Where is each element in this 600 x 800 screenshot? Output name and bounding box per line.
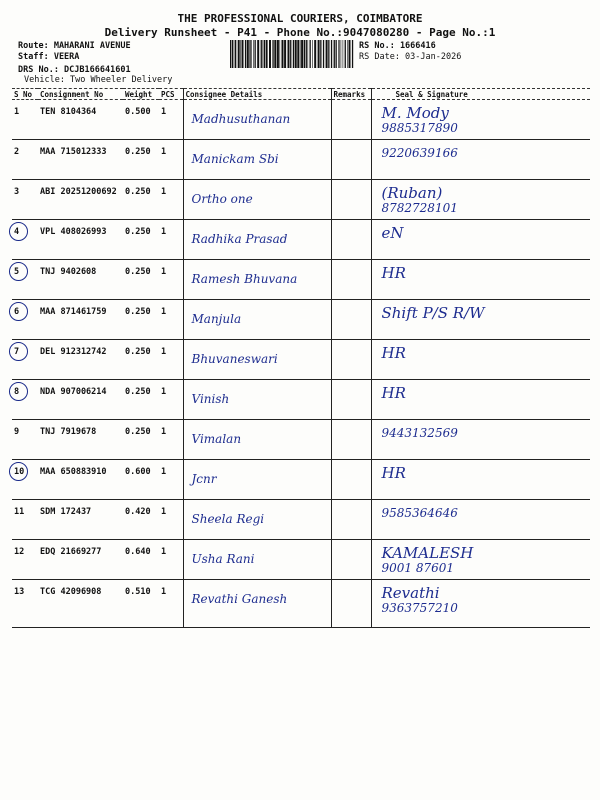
drs-label: DRS No.: DCJB166641601	[18, 65, 131, 75]
signature-block	[382, 586, 458, 616]
consignee-handwriting: Manickam Sbi	[191, 152, 279, 166]
cell-signature	[371, 140, 590, 180]
col-header-consignee: Consignee Details	[183, 89, 331, 100]
signature-text: HR	[381, 264, 406, 282]
signature-block	[382, 146, 458, 161]
consignee-handwriting: Jcnr	[191, 472, 217, 486]
cell-signature	[371, 420, 590, 460]
consignee-handwriting: Sheela Regi	[191, 512, 265, 526]
signature-block	[382, 186, 458, 216]
sno-text: 13	[14, 587, 25, 597]
cell-consignment: NDA 907006214	[38, 380, 123, 420]
col-header-weight: Weight	[123, 89, 159, 100]
cell-pcs: 1	[159, 540, 183, 580]
consignee-handwriting: Madhusuthanan	[191, 112, 291, 126]
cell-sno	[12, 580, 38, 628]
cell-signature	[371, 300, 590, 340]
barcode-bar	[253, 40, 254, 68]
barcode-bar	[263, 40, 264, 68]
barcode-bar	[232, 40, 233, 68]
signature-text: HR	[381, 384, 406, 402]
cell-consignee	[183, 100, 331, 140]
signature-text: HR	[381, 464, 406, 482]
signature-phone: 9220639166	[381, 146, 458, 160]
barcode-bar	[297, 40, 299, 68]
cell-weight: 0.250	[123, 220, 159, 260]
cell-consignment: TEN 8104364	[38, 100, 123, 140]
table-row	[12, 460, 590, 500]
signature-block	[382, 346, 406, 361]
barcode-bar	[277, 40, 279, 68]
barcode-bar	[295, 40, 297, 68]
signature-block	[382, 106, 458, 136]
barcode-bar	[349, 40, 351, 68]
cell-sno	[12, 420, 38, 460]
runsheet-subtitle: Delivery Runsheet - P41 - Phone No.:9047080280 - Page No.:1	[104, 26, 496, 39]
barcode-bar	[235, 40, 236, 68]
cell-pcs: 1	[159, 180, 183, 220]
cell-signature	[371, 540, 590, 580]
ink-circle-mark	[9, 262, 28, 281]
barcode-bar	[339, 40, 340, 68]
cell-consignee	[183, 380, 331, 420]
cell-weight: 0.250	[123, 380, 159, 420]
barcode-bar	[282, 40, 284, 68]
staff-label: Staff: VEERA	[18, 52, 80, 62]
sno-value	[14, 427, 19, 437]
table-row	[12, 420, 590, 460]
signature-phone: 9885317890	[381, 121, 458, 135]
barcode-bar	[323, 40, 324, 68]
cell-pcs: 1	[159, 460, 183, 500]
cell-pcs: 1	[159, 100, 183, 140]
barcode-bar	[240, 40, 241, 68]
barcode-bar	[257, 40, 259, 68]
cell-pcs: 1	[159, 220, 183, 260]
cell-signature	[371, 220, 590, 260]
table-row	[12, 340, 590, 380]
cell-sno	[12, 260, 38, 300]
barcode-bar	[251, 40, 252, 68]
consignee-handwriting: Ortho one	[191, 192, 253, 206]
barcode-bar	[272, 40, 273, 68]
cell-signature	[371, 460, 590, 500]
cell-sno	[12, 460, 38, 500]
barcode-bar	[318, 40, 320, 68]
barcode-bar	[326, 40, 328, 68]
cell-consignee	[183, 260, 331, 300]
ink-circle-mark	[9, 382, 28, 401]
barcode-bar	[284, 40, 286, 68]
barcode-bar	[345, 40, 346, 68]
cell-weight: 0.250	[123, 180, 159, 220]
cell-consignment: SDM 172437	[38, 500, 123, 540]
sno-value	[14, 147, 19, 157]
sno-text: 6	[14, 307, 20, 317]
cell-consignment: VPL 408026993	[38, 220, 123, 260]
cell-weight: 0.250	[123, 300, 159, 340]
cell-consignee	[183, 460, 331, 500]
cell-consignee	[183, 540, 331, 580]
barcode-bar	[341, 40, 342, 68]
cell-sno	[12, 300, 38, 340]
signature-block	[382, 386, 406, 401]
barcode-bar	[328, 40, 329, 68]
barcode-bar	[308, 40, 309, 68]
col-header-remarks: Remarks	[331, 89, 371, 100]
consignee-handwriting: Bhuvaneswari	[191, 352, 278, 366]
table-row	[12, 220, 590, 260]
signature-text: HR	[381, 344, 406, 362]
route-label: Route: MAHARANI AVENUE	[18, 41, 131, 51]
consignee-handwriting: Usha Rani	[191, 552, 255, 566]
cell-pcs: 1	[159, 340, 183, 380]
sno-value	[14, 227, 19, 237]
barcode-bar	[310, 40, 311, 68]
barcode-bar	[261, 40, 262, 68]
cell-signature	[371, 500, 590, 540]
signature-text: eN	[381, 224, 404, 242]
sno-value	[14, 507, 24, 517]
barcode-bar	[264, 40, 265, 68]
cell-consignment: DEL 912312742	[38, 340, 123, 380]
signature-text: Shift P/S R/W	[381, 304, 485, 322]
cell-signature	[371, 340, 590, 380]
sno-text: 3	[14, 187, 20, 197]
sno-value	[14, 387, 19, 397]
table-row	[12, 180, 590, 220]
barcode-bar	[280, 40, 281, 68]
col-header-consignment: Consignment No	[38, 89, 123, 100]
sno-text: 12	[14, 547, 25, 557]
barcode-bar	[288, 40, 290, 68]
barcode-bar	[234, 40, 235, 68]
signature-block	[382, 306, 485, 321]
rs-number: RS No.: 1666416	[359, 41, 436, 51]
barcode-bar	[331, 40, 332, 68]
consignee-handwriting: Radhika Prasad	[191, 232, 288, 246]
barcode-bar	[347, 40, 348, 68]
cell-sno	[12, 500, 38, 540]
signature-text: (Ruban)	[381, 184, 443, 202]
barcode-bar	[320, 40, 321, 68]
barcode-bar	[245, 40, 246, 68]
sno-text: 4	[14, 227, 20, 237]
table-row	[12, 300, 590, 340]
cell-remarks	[331, 180, 371, 220]
barcode-bar	[304, 40, 305, 68]
cell-weight: 0.510	[123, 580, 159, 628]
cell-remarks	[331, 340, 371, 380]
cell-consignment: TCG 42096908	[38, 580, 123, 628]
cell-consignment: MAA 650883910	[38, 460, 123, 500]
consignee-handwriting: Ramesh Bhuvana	[191, 272, 298, 286]
table-row	[12, 260, 590, 300]
sno-text: 7	[14, 347, 20, 357]
cell-weight: 0.500	[123, 100, 159, 140]
cell-consignee	[183, 220, 331, 260]
sno-value	[14, 467, 24, 477]
cell-consignment: ABI 20251200692	[38, 180, 123, 220]
cell-pcs: 1	[159, 380, 183, 420]
sno-value	[14, 307, 19, 317]
cell-sno	[12, 180, 38, 220]
sno-value	[14, 187, 19, 197]
cell-weight: 0.640	[123, 540, 159, 580]
barcode-bar	[249, 40, 250, 68]
signature-phone: 8782728101	[381, 201, 458, 215]
col-header-pcs: PCS	[159, 89, 183, 100]
barcode-bar	[301, 40, 303, 68]
barcode-bar	[255, 40, 256, 68]
ink-circle-mark	[9, 462, 28, 481]
sno-text: 9	[14, 427, 20, 437]
barcode-bar	[300, 40, 301, 68]
cell-remarks	[331, 420, 371, 460]
sno-text: 2	[14, 147, 20, 157]
cell-pcs: 1	[159, 260, 183, 300]
cell-sno	[12, 380, 38, 420]
sno-text: 10	[14, 467, 25, 477]
cell-remarks	[331, 460, 371, 500]
signature-phone: 9443132569	[381, 426, 458, 440]
signature-text: Revathi	[381, 584, 440, 602]
signature-block	[382, 226, 404, 241]
barcode-bar	[343, 40, 344, 68]
cell-signature	[371, 580, 590, 628]
signature-text: M. Mody	[381, 104, 449, 122]
barcode-bar	[312, 40, 313, 68]
cell-remarks	[331, 500, 371, 540]
cell-consignee	[183, 340, 331, 380]
cell-remarks	[331, 260, 371, 300]
runsheet-table	[12, 88, 590, 628]
cell-sno	[12, 140, 38, 180]
cell-pcs: 1	[159, 300, 183, 340]
cell-consignee	[183, 140, 331, 180]
cell-signature	[371, 100, 590, 140]
table-row	[12, 500, 590, 540]
barcode-bar	[238, 40, 240, 68]
signature-phone: 9001 87601	[381, 561, 455, 575]
barcode-bar	[230, 40, 231, 68]
signature-phone: 9585364646	[381, 506, 458, 520]
cell-remarks	[331, 140, 371, 180]
cell-remarks	[331, 220, 371, 260]
cell-signature	[371, 380, 590, 420]
signature-block	[382, 506, 458, 521]
cell-sno	[12, 540, 38, 580]
sno-value	[14, 347, 19, 357]
cell-weight: 0.420	[123, 500, 159, 540]
consignee-handwriting: Manjula	[191, 312, 242, 326]
signature-text: KAMALESH	[381, 544, 474, 562]
barcode-bar	[274, 40, 276, 68]
cell-pcs: 1	[159, 500, 183, 540]
sno-value	[14, 267, 19, 277]
sno-text: 5	[14, 267, 20, 277]
cell-pcs: 1	[159, 420, 183, 460]
cell-remarks	[331, 100, 371, 140]
table-row	[12, 100, 590, 140]
cell-sno	[12, 100, 38, 140]
cell-signature	[371, 180, 590, 220]
cell-consignee	[183, 500, 331, 540]
col-header-signature: Seal & Signature	[371, 89, 590, 100]
cell-remarks	[331, 300, 371, 340]
sno-value	[14, 587, 24, 597]
cell-consignment: EDQ 21669277	[38, 540, 123, 580]
ink-circle-mark	[9, 222, 28, 241]
col-header-sno: S No	[12, 89, 38, 100]
table-header-row	[12, 89, 590, 100]
cell-remarks	[331, 540, 371, 580]
barcode-bar	[334, 40, 335, 68]
barcode-bar	[247, 40, 249, 68]
table-row	[12, 140, 590, 180]
barcode-bar	[242, 40, 244, 68]
barcode-bar	[352, 40, 353, 68]
ink-circle-mark	[9, 342, 28, 361]
vehicle-label: Vehicle: Two Wheeler Delivery	[24, 75, 173, 85]
sno-text: 11	[14, 507, 25, 517]
sno-text: 8	[14, 387, 20, 397]
barcode-bar	[306, 40, 307, 68]
cell-weight: 0.250	[123, 260, 159, 300]
barcode-bar	[266, 40, 268, 68]
cell-consignment: TNJ 7919678	[38, 420, 123, 460]
signature-phone: 9363757210	[381, 601, 458, 615]
barcode-bar	[290, 40, 291, 68]
cell-weight: 0.600	[123, 460, 159, 500]
sno-value	[14, 107, 19, 117]
consignee-handwriting: Vinish	[191, 392, 230, 406]
cell-remarks	[331, 580, 371, 628]
company-title: THE PROFESSIONAL COURIERS, COIMBATORE	[177, 12, 423, 25]
cell-consignee	[183, 420, 331, 460]
signature-block	[382, 546, 474, 576]
cell-consignee	[183, 180, 331, 220]
barcode-bar	[269, 40, 271, 68]
signature-block	[382, 426, 458, 441]
cell-pcs: 1	[159, 140, 183, 180]
ink-circle-mark	[9, 302, 28, 321]
signature-block	[382, 466, 406, 481]
consignee-handwriting: Revathi Ganesh	[191, 592, 288, 606]
cell-weight: 0.250	[123, 140, 159, 180]
cell-sno	[12, 340, 38, 380]
cell-consignee	[183, 580, 331, 628]
cell-weight: 0.250	[123, 340, 159, 380]
sno-text: 1	[14, 107, 20, 117]
rs-date: RS Date: 03-Jan-2026	[359, 52, 462, 62]
table-row	[12, 380, 590, 420]
cell-consignee	[183, 300, 331, 340]
signature-block	[382, 266, 406, 281]
barcode-bar	[336, 40, 337, 68]
table-row	[12, 540, 590, 580]
cell-pcs: 1	[159, 580, 183, 628]
cell-consignment: MAA 871461759	[38, 300, 123, 340]
cell-weight: 0.250	[123, 420, 159, 460]
barcode-bar	[293, 40, 294, 68]
cell-sno	[12, 220, 38, 260]
sno-value	[14, 547, 24, 557]
cell-consignment: MAA 715012333	[38, 140, 123, 180]
barcode-image	[230, 40, 354, 68]
table-row	[12, 580, 590, 628]
consignee-handwriting: Vimalan	[191, 432, 242, 446]
barcode-bar	[314, 40, 316, 68]
cell-signature	[371, 260, 590, 300]
cell-consignment: TNJ 9402608	[38, 260, 123, 300]
barcode-bar	[338, 40, 339, 68]
cell-remarks	[331, 380, 371, 420]
